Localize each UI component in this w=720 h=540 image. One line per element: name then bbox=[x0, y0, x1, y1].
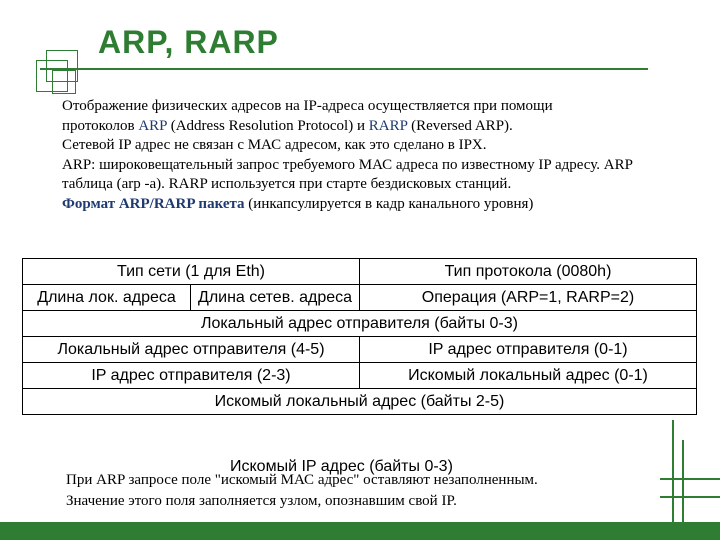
field-protocol-type: Тип протокола (0080h) bbox=[360, 259, 697, 285]
slide-title: ARP, RARP bbox=[98, 24, 279, 60]
field-hw-addr-length: Длина лок. адреса bbox=[23, 285, 191, 311]
decorative-line bbox=[672, 420, 674, 522]
body-line: Формат ARP/RARP пакета (инкапсулируется в кадр канального уровня) bbox=[62, 195, 534, 212]
note-line: При ARP запросе поле "искомый МАС адрес" оставляют незаполненным. bbox=[66, 472, 538, 488]
note-line: Значение этого поля заполняется узлом, опознавшим свой IP. bbox=[66, 493, 457, 509]
body-line: протоколов ARP (Address Resolution Protocol) и RARP (Reversed ARP). bbox=[62, 117, 513, 134]
decorative-line bbox=[660, 478, 720, 480]
table-row bbox=[23, 389, 697, 415]
table-row bbox=[23, 285, 697, 311]
table-row bbox=[23, 259, 697, 285]
bottom-bar bbox=[0, 522, 720, 540]
field-net-addr-length: Длина сетев. адреса bbox=[191, 285, 360, 311]
body-paragraph bbox=[62, 97, 662, 214]
field-target-hw-2-5: Искомый локальный адрес (байты 2-5) bbox=[23, 389, 697, 415]
field-operation: Операция (ARP=1, RARP=2) bbox=[360, 285, 697, 311]
notes bbox=[66, 470, 686, 512]
title-underline bbox=[40, 68, 648, 70]
rarp-keyword: RARP bbox=[368, 117, 408, 134]
field-sender-hw-4-5: Локальный адрес отправителя (4-5) bbox=[23, 337, 360, 363]
body-line: Сетевой IP адрес не связан с МАС адресом, как это сделано в IPX. bbox=[62, 137, 487, 153]
field-sender-hw-0-3: Локальный адрес отправителя (байты 0-3) bbox=[23, 311, 697, 337]
table-row bbox=[23, 311, 697, 337]
packet-format-table bbox=[22, 258, 697, 415]
field-sender-ip-2-3: IP адрес отправителя (2-3) bbox=[23, 363, 360, 389]
arp-keyword: ARP bbox=[138, 117, 167, 134]
field-network-type: Тип сети (1 для Eth) bbox=[23, 259, 360, 285]
decorative-line bbox=[660, 496, 720, 498]
field-sender-ip-0-1: IP адрес отправителя (0-1) bbox=[360, 337, 697, 363]
body-line: ARP: широковещательный запрос требуемого МАС адреса по известному IP адресу. ARP таблица (arp -a). RARP используется при старте бездисковых станций. bbox=[62, 156, 633, 192]
decorative-square bbox=[52, 70, 76, 94]
decorative-line bbox=[682, 440, 684, 522]
table-row bbox=[23, 363, 697, 389]
body-line: Отображение физических адресов на IP-адреса осуществляется при помощи bbox=[62, 98, 553, 114]
field-target-ip-0-3: Искомый IP адрес (байты 0-3) bbox=[230, 458, 453, 475]
format-label: Формат ARP/RARP пакета bbox=[62, 195, 245, 212]
table-row bbox=[23, 337, 697, 363]
field-target-hw-0-1: Искомый локальный адрес (0-1) bbox=[360, 363, 697, 389]
